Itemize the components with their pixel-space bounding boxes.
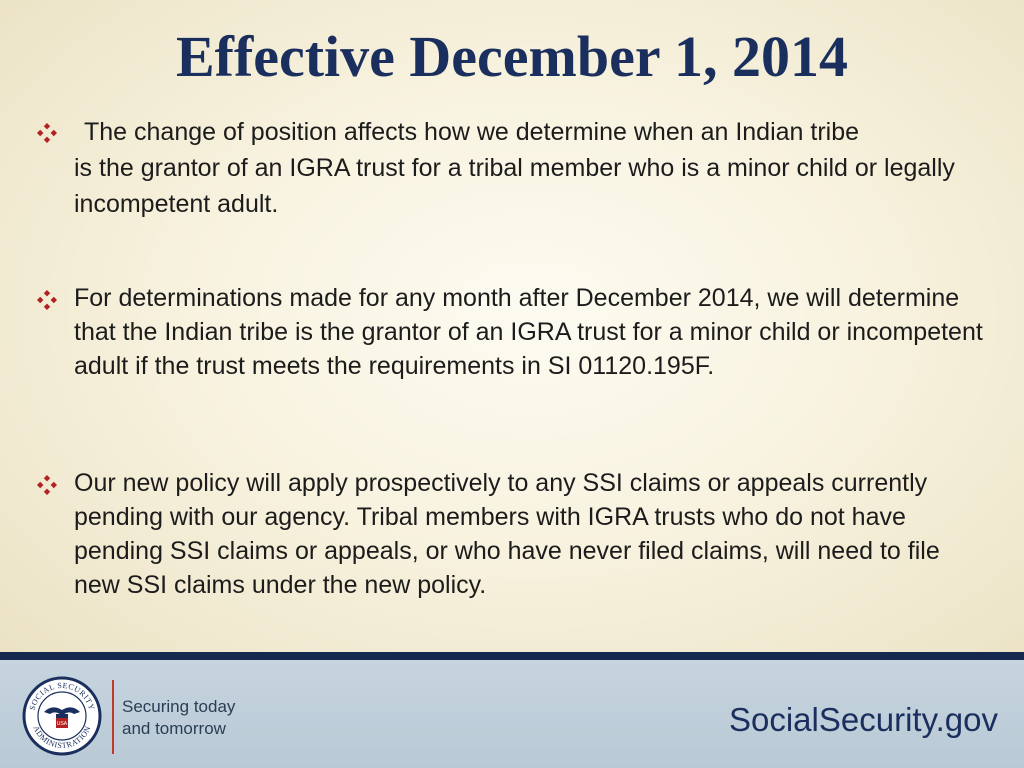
bullet-text-rest: is the grantor of an IGRA trust for a tribal member who is a minor child or legally incompetent adult.	[74, 154, 955, 218]
diamond-quad-bullet-icon	[36, 114, 62, 148]
bullet-text	[36, 114, 986, 222]
footer-rule	[0, 652, 1024, 660]
ssa-seal-logo	[22, 676, 102, 756]
seal-text-bottom: ADMINISTRATION	[31, 724, 93, 751]
footer	[0, 660, 1024, 768]
bullet-item	[36, 466, 986, 602]
slide-title: Effective December 1, 2014	[175, 24, 849, 89]
brand-wordmark: SocialSecurity.gov	[728, 701, 998, 738]
diamond-quad-bullet-icon	[36, 466, 62, 500]
tagline-line1: Securing today	[122, 697, 236, 716]
bullet-text: Our new policy will apply prospectively to any SSI claims or appeals currently pending with our agency. Tribal members with IGRA trusts who do not have pending SSI claims or appeals, or who have never filed claims, will need to file new SSI claims under the new policy.	[74, 469, 940, 599]
tagline-line2: and tomorrow	[122, 719, 226, 738]
bullet-text: For determinations made for any month after December 2014, we will determine that the Indian tribe is the grantor of an IGRA trust for a minor child or incompetent adult if the trust meets the requirements in SI 01120.195F.	[74, 284, 983, 380]
bullet-item	[36, 114, 986, 222]
footer-divider	[112, 680, 114, 754]
bullet-item	[36, 281, 986, 383]
seal-text-top: SOCIAL SECURITY	[27, 680, 97, 712]
seal-center-text: USA	[56, 721, 68, 727]
tagline	[122, 696, 282, 740]
diamond-quad-bullet-icon	[36, 281, 62, 315]
bullet-text-line1: The change of position affects how we determine when an Indian tribe	[84, 118, 860, 146]
